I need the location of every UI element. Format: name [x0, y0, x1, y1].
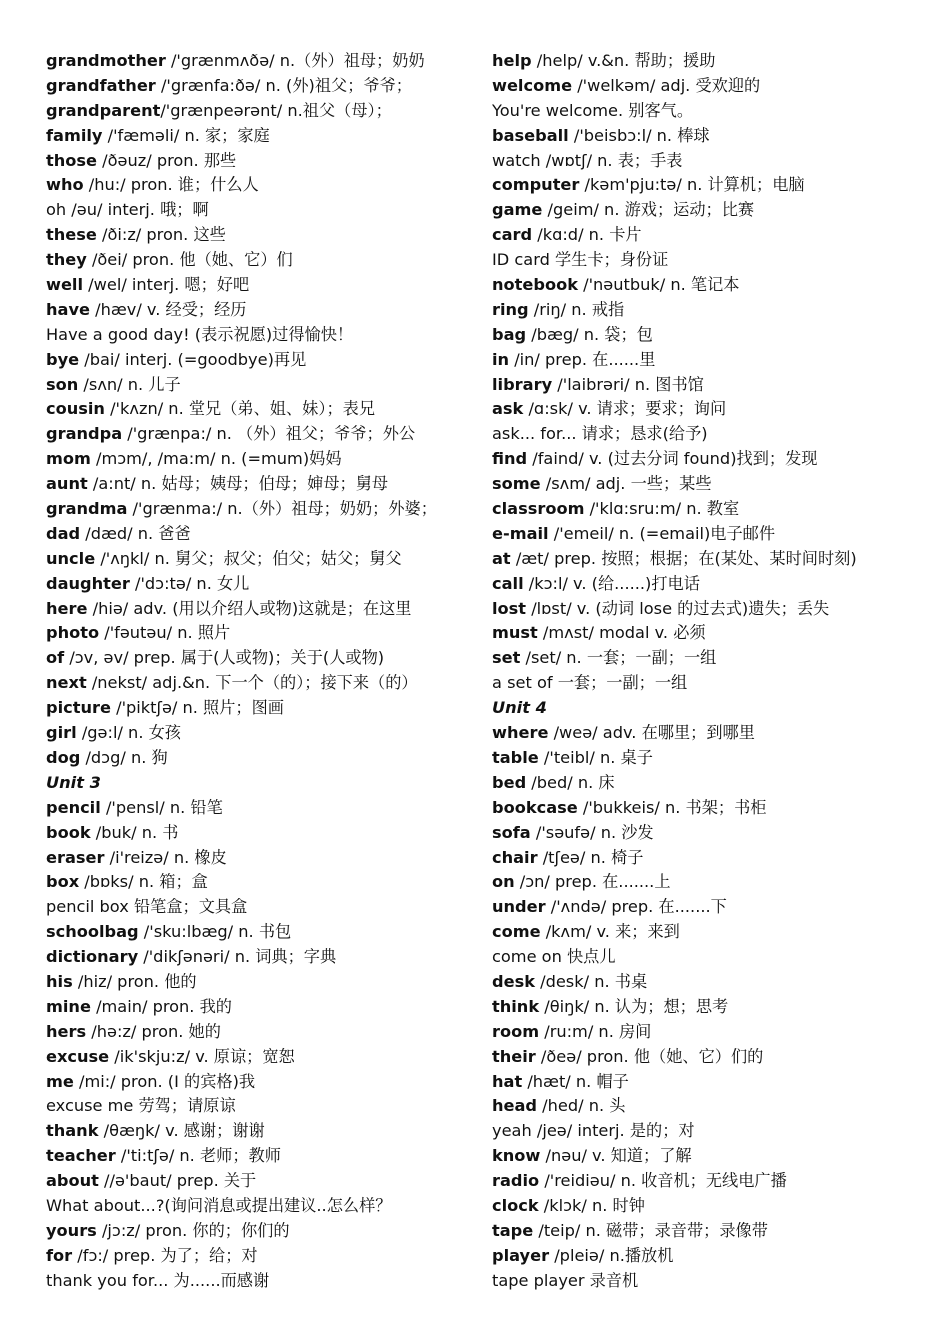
vocab-definition: oh /əu/ interj. 哦；啊 — [46, 200, 209, 220]
vocab-entry — [492, 970, 942, 995]
vocab-definition: watch /wɒtʃ/ n. 表；手表 — [492, 150, 683, 170]
vocab-definition: /in/ prep. 在......里 — [509, 349, 656, 369]
vocab-definition: ask... for... 请求；恳求(给予) — [492, 424, 708, 444]
vocab-definition: /'piktʃə/ n. 照片；图画 — [110, 698, 284, 718]
unit-title: Unit 4 — [492, 698, 547, 718]
vocab-word: room — [492, 1021, 540, 1041]
vocab-entry — [492, 547, 942, 572]
vocab-definition: /bed/ n. 床 — [526, 772, 615, 792]
vocab-entry — [492, 124, 942, 149]
vocab-definition: /set/ n. 一套；一副；一组 — [520, 648, 717, 668]
vocab-definition: /kɔ:l/ v. (给......)打电话 — [523, 573, 700, 593]
vocab-entry — [492, 1169, 942, 1194]
vocab-definition: /pleiə/ n.播放机 — [549, 1245, 674, 1265]
vocab-definition: /ɔn/ prep. 在.......上 — [514, 872, 671, 892]
vocab-entry — [492, 198, 942, 223]
vocab-definition: /hə:z/ pron. 她的 — [86, 1021, 221, 1041]
vocab-word: thank — [46, 1121, 99, 1141]
vocab-definition: /hiə/ adv. (用以介绍人或物)这就是；在这里 — [87, 598, 412, 618]
vocab-entry — [492, 497, 942, 522]
vocab-entry — [46, 1244, 486, 1269]
unit-title: Unit 3 — [46, 772, 101, 792]
vocab-definition: /gə:l/ n. 女孩 — [76, 723, 181, 743]
vocab-definition: yeah /jeə/ interj. 是的；对 — [492, 1121, 695, 1141]
vocab-definition: /ɔv, əv/ prep. 属于(人或物)；关于(人或物) — [64, 648, 385, 668]
vocab-definition: /mi:/ pron. (I 的宾格)我 — [73, 1071, 256, 1091]
vocab-definition: You're welcome. 别客气。 — [492, 100, 694, 120]
vocab-entry — [46, 348, 486, 373]
vocab-word: grandpa — [46, 424, 123, 444]
vocab-definition: /nəu/ v. 知道；了解 — [540, 1146, 692, 1166]
vocab-entry — [492, 99, 942, 124]
vocab-entry — [492, 771, 942, 796]
vocab-word: player — [492, 1245, 550, 1265]
vocab-word: e-mail — [492, 523, 549, 543]
vocab-definition: /'teibl/ n. 桌子 — [538, 747, 653, 767]
vocab-word: dad — [46, 523, 81, 543]
vocab-definition: /ik'skju:z/ v. 原谅；宽恕 — [109, 1046, 295, 1066]
vocab-entry — [492, 846, 942, 871]
vocab-definition: /'grænpa:/ n. （外）祖父；爷爷；外公 — [122, 424, 416, 444]
vocab-definition: /bæg/ n. 袋；包 — [526, 324, 653, 344]
vocab-word: clock — [492, 1195, 539, 1215]
vocab-definition: come on 快点儿 — [492, 947, 616, 967]
vocab-definition: /'kʌzn/ n. 堂兄（弟、姐、妹）；表兄 — [104, 399, 376, 419]
vocab-definition: /'fəutəu/ n. 照片 — [99, 623, 231, 643]
vocab-word: who — [46, 175, 84, 195]
vocab-word: book — [46, 822, 91, 842]
vocab-definition: /'ʌndə/ prep. 在.......下 — [545, 897, 727, 917]
vocab-word: call — [492, 573, 524, 593]
vocab-word: help — [492, 51, 532, 70]
vocab-word: know — [492, 1146, 541, 1166]
vocab-word: bag — [492, 324, 527, 344]
vocab-definition: tape player 录音机 — [492, 1270, 639, 1290]
vocab-entry — [46, 796, 486, 821]
vocab-definition: /'ti:tʃə/ n. 老师；教师 — [115, 1146, 281, 1166]
vocab-definition: /'dɔ:tə/ n. 女儿 — [129, 573, 250, 593]
vocab-definition: /hæt/ n. 帽子 — [522, 1071, 629, 1091]
vocab-definition: What about...?(询问消息或提出建议..怎么样？ — [46, 1195, 392, 1215]
vocab-word: classroom — [492, 499, 585, 519]
vocab-entry — [46, 124, 486, 149]
vocab-word: find — [492, 449, 528, 469]
vocab-word: yours — [46, 1220, 97, 1240]
vocab-entry — [492, 646, 942, 671]
vocab-entry — [46, 74, 486, 99]
vocab-definition: /'səufə/ n. 沙发 — [530, 822, 654, 842]
vocab-entry — [492, 472, 942, 497]
vocab-entry — [46, 572, 486, 597]
vocab-entry — [46, 696, 486, 721]
vocab-word: mom — [46, 449, 91, 469]
vocab-entry — [46, 1219, 486, 1244]
vocab-word: sofa — [492, 822, 531, 842]
vocab-entry — [492, 995, 942, 1020]
vocab-entry — [492, 621, 942, 646]
vocab-definition: /'klɑ:sru:m/ n. 教室 — [584, 499, 740, 519]
vocab-word: table — [492, 747, 539, 767]
left-column — [46, 49, 486, 1294]
vocab-word: head — [492, 1096, 538, 1116]
vocab-definition: /ru:m/ n. 房间 — [539, 1021, 652, 1041]
vocab-entry — [492, 74, 942, 99]
vocab-entry — [492, 746, 942, 771]
vocab-entry — [46, 1020, 486, 1045]
right-column — [492, 49, 942, 1294]
vocab-word: in — [492, 349, 510, 369]
vocab-entry — [492, 248, 942, 273]
vocab-word: aunt — [46, 474, 88, 494]
vocab-entry — [492, 870, 942, 895]
vocab-entry — [46, 447, 486, 472]
vocab-definition: /'beisbɔ:l/ n. 棒球 — [568, 125, 710, 145]
vocab-word: bye — [46, 349, 80, 369]
vocab-word: box — [46, 872, 80, 892]
vocab-entry — [492, 1070, 942, 1095]
vocab-entry — [492, 422, 942, 447]
vocab-entry — [46, 945, 486, 970]
vocab-definition: /θæŋk/ v. 感谢；谢谢 — [98, 1121, 265, 1141]
vocab-entry — [46, 198, 486, 223]
vocab-definition: /hed/ n. 头 — [537, 1096, 626, 1116]
vocab-word: notebook — [492, 275, 578, 295]
vocab-entry — [492, 149, 942, 174]
vocab-definition: /kʌm/ v. 来；来到 — [540, 922, 680, 942]
vocab-word: eraser — [46, 847, 105, 867]
vocab-word: his — [46, 971, 73, 991]
vocab-entry — [492, 1094, 942, 1119]
vocab-word: lost — [492, 598, 527, 618]
vocab-definition: excuse me 劳驾；请原谅 — [46, 1096, 236, 1116]
vocab-word: daughter — [46, 573, 130, 593]
vocab-definition: /teip/ n. 磁带；录音带；录像带 — [533, 1220, 768, 1240]
vocab-entry — [492, 298, 942, 323]
vocab-word: welcome — [492, 75, 573, 95]
vocab-entry — [46, 149, 486, 174]
vocab-word: dog — [46, 747, 81, 767]
vocab-definition: /main/ pron. 我的 — [90, 996, 232, 1016]
vocab-word: tape — [492, 1220, 534, 1240]
vocab-definition: ID card 学生卡；身份证 — [492, 250, 669, 270]
vocab-word: pencil — [46, 797, 101, 817]
vocab-definition: /ðeə/ pron. 他（她、它）们的 — [535, 1046, 764, 1066]
vocab-entry — [492, 945, 942, 970]
vocab-definition: /'sku:lbæg/ n. 书包 — [138, 922, 292, 942]
vocab-entry — [492, 397, 942, 422]
vocab-word: game — [492, 200, 543, 220]
vocab-entry — [492, 173, 942, 198]
vocab-word: chair — [492, 847, 538, 867]
vocab-definition: /hæv/ v. 经受；经历 — [89, 299, 247, 319]
vocab-word: must — [492, 623, 538, 643]
vocab-entry — [46, 870, 486, 895]
vocab-entry — [492, 796, 942, 821]
vocab-word: picture — [46, 698, 111, 718]
vocab-definition: /bɒks/ n. 箱；盒 — [79, 872, 208, 892]
vocab-word: schoolbag — [46, 922, 139, 942]
vocab-entry — [492, 1244, 942, 1269]
vocab-definition: /riŋ/ n. 戒指 — [528, 299, 625, 319]
vocab-word: mine — [46, 996, 91, 1016]
vocab-definition: /'bukkeis/ n. 书架；书柜 — [577, 797, 767, 817]
vocab-definition: /i'reizə/ n. 橡皮 — [104, 847, 227, 867]
vocab-word: here — [46, 598, 88, 618]
vocab-entry — [492, 1045, 942, 1070]
vocab-word: photo — [46, 623, 100, 643]
vocab-word: at — [492, 548, 511, 568]
vocab-word: cousin — [46, 399, 105, 419]
vocab-entry — [492, 895, 942, 920]
vocab-word: some — [492, 474, 541, 494]
vocab-word: girl — [46, 723, 77, 743]
vocab-entry — [46, 746, 486, 771]
vocab-entry — [46, 373, 486, 398]
vocab-definition: /'emeil/ n. (=email)电子邮件 — [548, 523, 776, 543]
vocab-word: they — [46, 250, 87, 270]
vocab-definition: /'fæməli/ n. 家；家庭 — [102, 125, 270, 145]
vocab-entry — [46, 995, 486, 1020]
vocab-entry — [46, 422, 486, 447]
vocab-definition: /dɔg/ n. 狗 — [80, 747, 168, 767]
vocab-definition: /fɔ:/ prep. 为了；给；对 — [72, 1245, 258, 1265]
vocab-definition: /ðei/ pron. 他（她、它）们 — [86, 250, 293, 270]
vocab-word: library — [492, 374, 553, 394]
vocab-definition: /mɔm/, /ma:m/ n. (=mum)妈妈 — [90, 449, 342, 469]
vocab-entry — [46, 1045, 486, 1070]
vocab-entry — [46, 1094, 486, 1119]
vocab-definition: /bai/ interj. (=goodbye)再见 — [79, 349, 307, 369]
vocab-definition: /'pensl/ n. 铅笔 — [100, 797, 223, 817]
vocab-entry — [492, 597, 942, 622]
vocab-definition: /'reidiəu/ n. 收音机；无线电广播 — [539, 1171, 787, 1191]
vocab-definition: /'welkəm/ adj. 受欢迎的 — [572, 75, 761, 95]
vocab-word: grandma — [46, 499, 128, 519]
vocab-word: hat — [492, 1071, 523, 1091]
vocab-word: ask — [492, 399, 524, 419]
vocab-entry — [46, 721, 486, 746]
vocab-word: on — [492, 872, 515, 892]
vocab-entry — [492, 1269, 942, 1294]
vocab-entry — [46, 970, 486, 995]
vocab-entry — [46, 846, 486, 871]
vocab-word: come — [492, 922, 541, 942]
vocab-word: for — [46, 1245, 73, 1265]
vocab-word: these — [46, 225, 97, 245]
vocab-entry — [46, 621, 486, 646]
vocab-entry — [492, 273, 942, 298]
vocab-entry — [492, 49, 942, 74]
vocab-word: grandmother — [46, 51, 166, 70]
vocab-entry — [492, 447, 942, 472]
vocab-entry — [46, 397, 486, 422]
vocab-definition: /sʌn/ n. 儿子 — [78, 374, 181, 394]
vocab-entry — [46, 497, 486, 522]
vocab-word: well — [46, 275, 84, 295]
vocab-definition: /'grænfa:ðə/ n. (外)祖父；爷爷； — [155, 75, 412, 95]
vocab-entry — [46, 597, 486, 622]
vocab-word: bookcase — [492, 797, 578, 817]
vocab-definition: pencil box 铅笔盒；文具盒 — [46, 897, 248, 917]
vocab-definition: /ðəuz/ pron. 那些 — [97, 150, 237, 170]
vocab-word: those — [46, 150, 97, 170]
vocab-entry — [46, 173, 486, 198]
vocab-word: set — [492, 648, 521, 668]
vocab-entry — [46, 49, 486, 74]
vocab-entry — [492, 373, 942, 398]
vocab-entry — [46, 547, 486, 572]
vocab-definition: a set of 一套；一副；一组 — [492, 673, 688, 693]
vocab-entry — [46, 646, 486, 671]
vocab-entry — [46, 99, 486, 124]
vocab-entry — [46, 273, 486, 298]
vocab-entry — [46, 1194, 486, 1219]
vocab-definition: /'grænmʌðə/ n.（外）祖母；奶奶 — [165, 51, 425, 70]
vocab-word: of — [46, 648, 65, 668]
vocab-entry — [46, 323, 486, 348]
vocab-entry — [492, 223, 942, 248]
vocab-entry — [46, 248, 486, 273]
vocab-entry — [46, 298, 486, 323]
vocab-definition: /a:nt/ n. 姑母；姨母；伯母；婶母；舅母 — [87, 474, 389, 494]
vocab-entry — [46, 1169, 486, 1194]
vocab-word: under — [492, 897, 546, 917]
vocab-entry — [492, 821, 942, 846]
vocab-definition: /'ʌŋkl/ n. 舅父；叔父；伯父；姑父；舅父 — [95, 548, 402, 568]
vocab-definition: /'grænma:/ n.（外）祖母；奶奶；外婆； — [127, 499, 437, 519]
vocab-word: grandfather — [46, 75, 156, 95]
vocab-definition: /klɔk/ n. 时钟 — [538, 1195, 645, 1215]
vocab-word: computer — [492, 175, 580, 195]
vocab-entry — [46, 522, 486, 547]
vocab-entry — [492, 671, 942, 696]
unit-heading — [46, 771, 486, 796]
vocab-word: card — [492, 225, 533, 245]
vocab-entry — [492, 572, 942, 597]
vocab-word: excuse — [46, 1046, 110, 1066]
vocab-definition: /weə/ adv. 在哪里；到哪里 — [548, 723, 755, 743]
vocab-definition: /hu:/ pron. 谁；什么人 — [83, 175, 259, 195]
vocab-word: baseball — [492, 125, 569, 145]
vocab-word: have — [46, 299, 90, 319]
vocab-definition: /kəm'pju:tə/ n. 计算机；电脑 — [579, 175, 805, 195]
vocab-definition: /tʃeə/ n. 椅子 — [537, 847, 644, 867]
vocab-definition: /wel/ interj. 嗯；好吧 — [83, 275, 250, 295]
vocab-word: their — [492, 1046, 536, 1066]
vocab-entry — [46, 472, 486, 497]
vocab-entry — [492, 721, 942, 746]
vocab-word: about — [46, 1171, 99, 1191]
vocab-entry — [46, 920, 486, 945]
vocab-entry — [492, 522, 942, 547]
vocab-definition: /mʌst/ modal v. 必须 — [537, 623, 706, 643]
unit-heading — [492, 696, 942, 721]
vocab-word: ring — [492, 299, 529, 319]
vocab-entry — [46, 1269, 486, 1294]
vocab-definition: /'grænpeərənt/ n.祖父（母）； — [160, 100, 392, 120]
vocab-entry — [492, 348, 942, 373]
vocab-definition: /buk/ n. 书 — [90, 822, 179, 842]
vocab-definition: /lɒst/ v. (动词 lose 的过去式)遗失；丢失 — [526, 598, 830, 618]
vocab-definition: /dæd/ n. 爸爸 — [80, 523, 191, 543]
vocab-word: desk — [492, 971, 535, 991]
vocab-definition: /ði:z/ pron. 这些 — [96, 225, 226, 245]
vocab-word: me — [46, 1071, 74, 1091]
vocab-definition: /kɑ:d/ n. 卡片 — [532, 225, 642, 245]
vocab-word: grandparent — [46, 100, 161, 120]
vocab-definition: /'laibrəri/ n. 图书馆 — [552, 374, 704, 394]
vocab-entry — [492, 1194, 942, 1219]
vocab-definition: /jɔ:z/ pron. 你的；你们的 — [96, 1220, 290, 1240]
vocab-word: uncle — [46, 548, 96, 568]
vocab-word: son — [46, 374, 79, 394]
vocab-definition: //ə'baut/ prep. 关于 — [98, 1171, 257, 1191]
vocab-entry — [46, 671, 486, 696]
vocab-definition: /geim/ n. 游戏；运动；比赛 — [542, 200, 755, 220]
vocab-entry — [492, 323, 942, 348]
vocab-entry — [492, 920, 942, 945]
vocab-definition: /'dikʃənəri/ n. 词典；字典 — [138, 947, 337, 967]
vocab-entry — [46, 895, 486, 920]
vocab-entry — [46, 1070, 486, 1095]
vocab-word: hers — [46, 1021, 87, 1041]
vocab-definition: /sʌm/ adj. 一些；某些 — [540, 474, 712, 494]
vocab-entry — [46, 223, 486, 248]
vocab-definition: /faind/ v. (过去分词 found)找到；发现 — [527, 449, 818, 469]
vocab-definition: /θiŋk/ n. 认为；想；思考 — [539, 996, 729, 1016]
vocab-word: think — [492, 996, 540, 1016]
vocab-definition: /æt/ prep. 按照；根据；在(某处、某时间时刻) — [510, 548, 857, 568]
vocab-word: bed — [492, 772, 527, 792]
vocab-word: radio — [492, 1171, 540, 1191]
vocab-word: where — [492, 723, 549, 743]
vocab-definition: thank you for... 为......而感谢 — [46, 1270, 270, 1290]
vocab-entry — [492, 1020, 942, 1045]
vocab-definition: Have a good day! (表示祝愿)过得愉快！ — [46, 324, 354, 344]
vocab-definition: /ɑ:sk/ v. 请求；要求；询问 — [523, 399, 727, 419]
vocab-word: family — [46, 125, 103, 145]
vocab-definition: /help/ v.&n. 帮助；援助 — [531, 51, 716, 70]
vocab-entry — [492, 1219, 942, 1244]
vocab-definition: /nekst/ adj.&n. 下一个（的）；接下来（的） — [86, 673, 418, 693]
vocab-word: next — [46, 673, 87, 693]
vocab-definition: /desk/ n. 书桌 — [534, 971, 648, 991]
vocab-entry — [46, 1119, 486, 1144]
vocab-word: teacher — [46, 1146, 116, 1166]
vocab-entry — [46, 1144, 486, 1169]
vocab-definition: /'nəutbuk/ n. 笔记本 — [577, 275, 740, 295]
vocab-definition: /hiz/ pron. 他的 — [72, 971, 197, 991]
vocab-entry — [492, 1144, 942, 1169]
vocab-entry — [492, 1119, 942, 1144]
vocab-entry — [46, 821, 486, 846]
vocab-word: dictionary — [46, 947, 139, 967]
